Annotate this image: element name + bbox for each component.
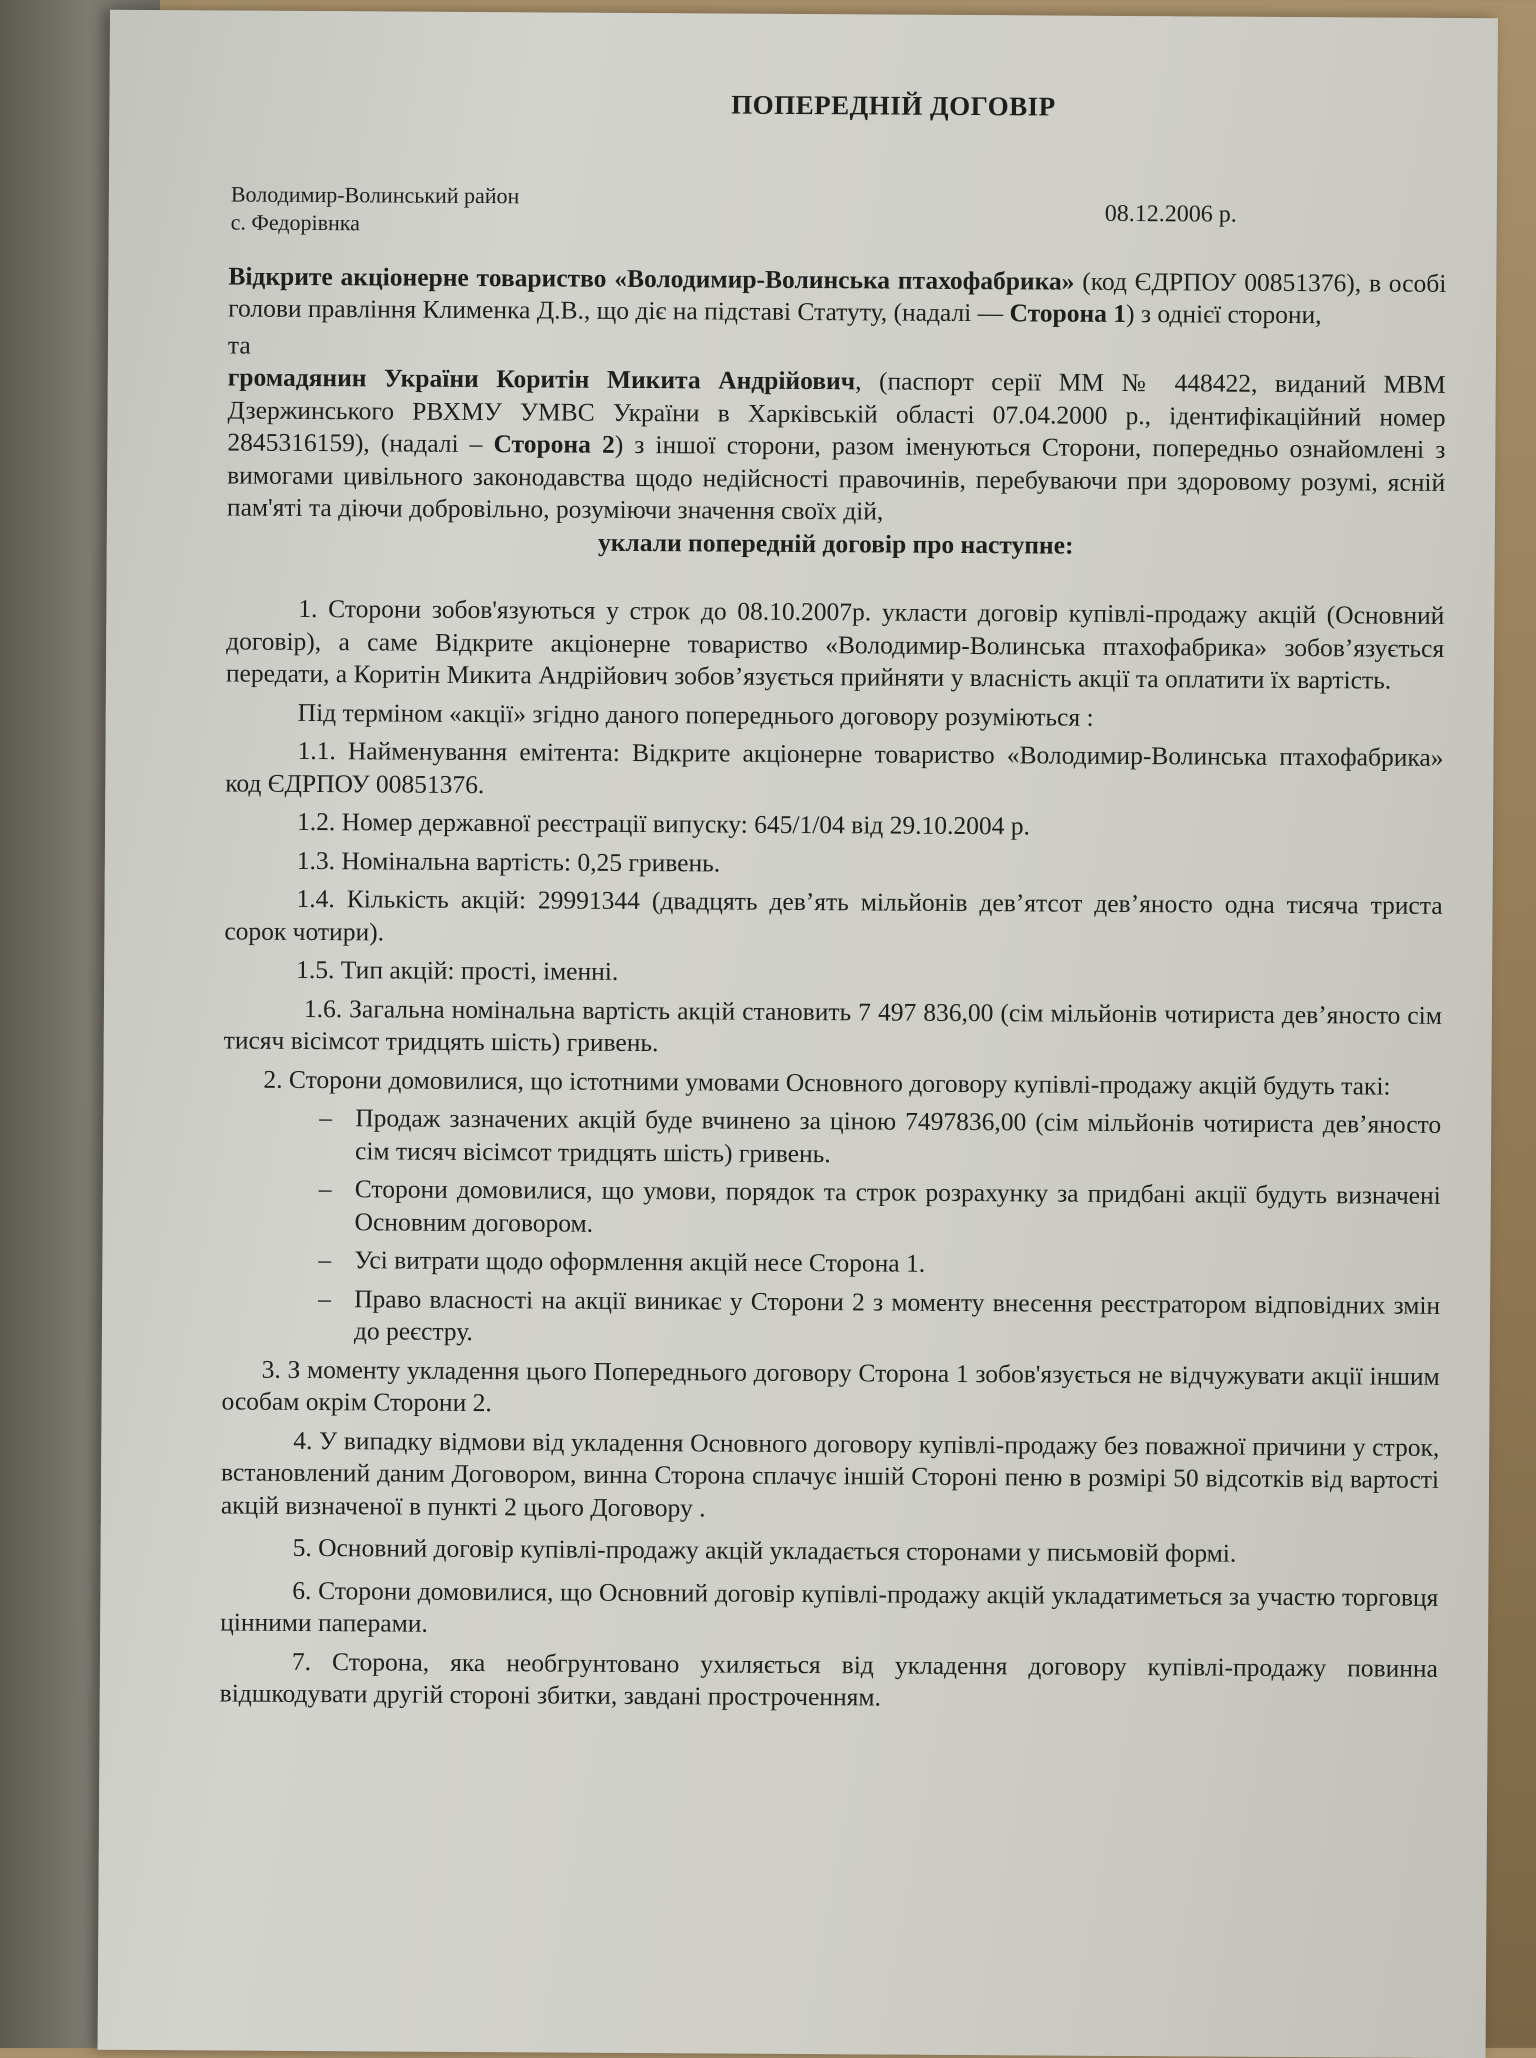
list-item-text: Сторони домовилися, що умови, порядок та строк розрахунку за придбані акції будуть визначені Основним договором. <box>354 1174 1441 1238</box>
party1-name: Відкрите акціонерне товариство «Володимир-Волинська птахофабрика» <box>228 260 1075 296</box>
party1-paragraph <box>228 260 1446 332</box>
party2-name: громадянин України Коритін Микита Андрійович <box>227 362 856 396</box>
contract-text <box>220 85 1448 1723</box>
clause-5: 5. Основний договір купівлі-продажу акцій укладається сторонами у письмовій формі. <box>292 1532 1237 1568</box>
agreed-heading: уклали попередній договір про наступне: <box>597 527 1074 560</box>
clause-2-list <box>318 1102 1441 1354</box>
party2-role: Сторона 2 <box>482 429 615 459</box>
party2-paragraph <box>227 361 1446 531</box>
place-date-row <box>229 180 1447 243</box>
contract-date: 08.12.2006 р. <box>1104 200 1237 228</box>
clause-1: 1. Сторони зобов'язуються у строк до 08.10.2007р. укласти договір купівлі-продажу акцій (Основний договір), а саме Відкрите акціонерне товариство «Володимир-Волинська птахофабрика» зобов’язується передати, а Коритін Микита Андрійович зобов’язується прийняти у власність акції та оплатити їх вартість. <box>225 593 1445 695</box>
party1-end: ) з однієї сторони, <box>1126 298 1322 330</box>
dash-marker: – <box>318 1245 332 1275</box>
clause-2: 2. Сторони домовилися, що істотними умовами Основного договору купівлі-продажу акцій будуть такі: <box>263 1064 1391 1101</box>
dash-marker: – <box>318 1174 332 1204</box>
list-item <box>319 1173 1441 1245</box>
dash-marker: – <box>318 1283 331 1313</box>
document-title: ПОПЕРЕДНІЙ ДОГОВІР <box>731 89 1056 122</box>
list-item <box>318 1283 1440 1355</box>
party2-end: ) з іншої сторони, разом іменуються Сторони, попередньо ознайомлені з вимогами цивільного законодавства щодо недійсності правочинів, перебуваючи при здоровому розумі, ясній пам'яті та діючи добровільно, розуміючи значення своїх дій, <box>226 429 1446 526</box>
clause-7: 7. Сторона, яка необгрунтовано ухиляється від укладення договору купівлі-продажу повинна відшкодувати другій стороні збитки, завдані простроченням. <box>219 1646 1438 1712</box>
list-item-text: Продаж зазначених акцій буде вчинено за ціною 7497836,00 (сім мільйонів чотириста дев’яносто сім тисяч вісімсот тридцять шість) гривень. <box>354 1103 1442 1168</box>
place-village: с. Федорівнка <box>230 209 361 235</box>
clause-1-1: 1.1. Найменування емітента: Відкрите акціонерне товариство «Володимир-Волинська птахофабрика» код ЄДРПОУ 00851376. <box>225 735 1444 799</box>
clause-1-3: 1.3. Номінальна вартість: 0,25 гривень. <box>296 845 721 878</box>
clause-1-5: 1.5. Тип акцій: прості, іменні. <box>296 954 619 986</box>
and-word: та <box>227 329 251 360</box>
place-block <box>231 180 520 238</box>
place-district: Володимир-Волинський район <box>230 181 520 208</box>
clause-1-4: 1.4. Кількість акцій: 29991344 (двадцять дев’ять мільйонів дев’ятсот дев’яносто одна тисяча триста сорок чотири). <box>224 883 1443 946</box>
list-item <box>318 1244 1440 1283</box>
party1-role: Сторона 1 <box>1003 298 1127 328</box>
document-page <box>98 10 1498 2058</box>
list-item-text: Право власності на акції виникає у Сторони 2 з моменту внесення реєстратором відповідних змін до реєстру. <box>353 1283 1441 1347</box>
clause-1-term: Під терміном «акції» згідно даного попереднього договору розуміються : <box>297 697 1094 732</box>
party2-details: , (паспорт серії ММ № 448422, виданий МВМ Дзержинського РВХМУ УМВС України в Харківській області 07.04.2000 р., ідентифікаційний номер 2845316159), (надалі – <box>227 366 1446 459</box>
clause-1-6: 1.6. Загальна номінальна вартість акцій становить 7 497 836,00 (сім мільйонів чотириста дев’яносто сім тисяч вісімсот тридцять шість) гривень. <box>223 993 1442 1058</box>
clause-1-2: 1.2. Номер державної реєстрації випуску: 645/1/04 від 29.10.2004 р. <box>296 806 1031 841</box>
clause-6: 6. Сторони домовилися, що Основний договір купівлі-продажу акцій укладатиметься за участю торговця цінними паперами. <box>220 1575 1439 1638</box>
list-item <box>319 1102 1441 1174</box>
clause-3: 3. З моменту укладення цього Попереднього договору Сторона 1 зобов'язується не відчужувати акції іншим особам окрім Сторони 2. <box>221 1354 1440 1418</box>
dash-marker: – <box>319 1103 333 1133</box>
party1-details: (код ЄДРПОУ 00851376), в особі голови правління Клименка Д.В., що діє на підставі Статуту, (надалі — <box>228 266 1447 328</box>
list-item-text: Усі витрати щодо оформлення акцій несе Сторона 1. <box>354 1245 926 1278</box>
clause-4: 4. У випадку відмови від укладення Основного договору купівлі-продажу без поважної причини у строк, встановлений даним Договором, винна Сторона сплачує іншій Стороні пеню в розмірі 50 відсотків від вартості акцій визначеної в пункті 2 цього Договору . <box>220 1425 1440 1522</box>
